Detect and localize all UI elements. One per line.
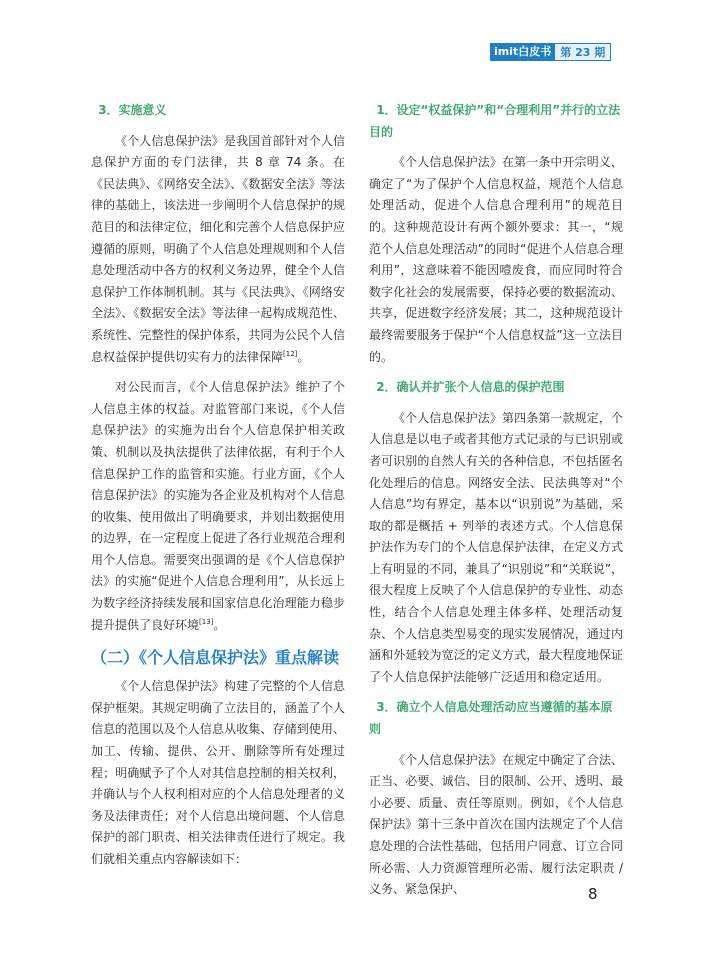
paragraph: 《个人信息保护法》在规定中确定了合法、正当、必要、诚信、目的限制、公开、透明、最小必要、质量、责任等原则。例如，《个人信息保护法》第十三条中首次在国内法规定了个人信息处理的合法性基础，包括用户同意、订立合同所必需、人力资源管理所必需、履行法定职责 / 义务、紧急保护、 <box>369 752 623 897</box>
publication-brand: imit白皮书 <box>490 43 555 61</box>
right-column <box>369 100 623 910</box>
subsection-heading: （二）《个人信息保护法》重点解读 <box>91 648 340 668</box>
section-heading: 1．设定“权益保护”和“合理利用”并行的立法目的 <box>369 103 621 139</box>
paragraph <box>91 377 345 636</box>
issue-number: 第 23 期 <box>555 43 611 61</box>
reference-mark: [13] <box>199 617 214 626</box>
paragraph: 《个人信息保护法》第四条第一款规定，个人信息是以电子或者其他方式记录的与已识别或者可识别的自然人有关的各种信息，不包括匿名化处理后的信息。网络安全法、民法典等对“个人信息”均有界定，基本以“识别说”为基础，采取的都是概括 + 列举的表述方式。个人信息保护法作为专门的个人信息保护法律，在定义方式上有明显的不同，兼具了“识别说”和“关联说”，很大程度上反映了个人信息保护的专业性、动态性，结合个人信息处理主体多样、处理活动复杂、个人信息类型易变的现实发展情况，通过内涵和外延较为宽泛的定义方式，最大程度地保证了个人信息保护法能够广泛适用和稳定适用。 <box>369 410 623 684</box>
publication-badge <box>490 43 611 61</box>
section-heading: 3．实施意义 <box>98 103 167 117</box>
paragraph-text: 《个人信息保护法》是我国首部针对个人信息保护方面的专门法律，共 8 章 74 条。在《民法典》、《网络安全法》、《数据安全法》等法律的基础上，该法进一步阐明个人信息保护的规范目的和法律定位，细化和完善个人信息保护应遵循的原则，明确了个人信息处理规则和个人信息处理活动中各方的权利义务边界，健全个人信息保护工作体制机制。其与《民法典》、《网络安全法》、《数据安全法》等法律一起构成规范性、系统性、完整性的保护体系，共同为公民个人信息权益保护提供切实有力的法律保障 <box>91 133 345 364</box>
section-heading: 3．确立个人信息处理活动应当遵循的基本原则 <box>369 700 613 737</box>
period: 。 <box>297 349 310 364</box>
section-heading: 2．确认并扩张个人信息的保护范围 <box>376 380 565 395</box>
page-number: 8 <box>588 885 598 903</box>
paragraph: 《个人信息保护法》在第一条中开宗明义，确定了“为了保护个人信息权益，规范个人信息处理活动，促进个人信息合理利用”的规范目的。这种规范设计有两个额外要求：其一，“规范个人信息处理活动”的同时“促进个人信息合理利用”，这意味着不能因噎废食，而应同时符合数字化社会的发展需要，保持必要的数据流动、共享，促进数字经济发展；其二，这种规范设计最终需要服务于保护“个人信息权益”这一立法目的。 <box>369 155 623 364</box>
paragraph: 《个人信息保护法》构建了完整的个人信息保护框架。其规定明确了立法目的，涵盖了个人信息的范围以及个人信息从收集、存储到使用、加工、传输、提供、公开、删除等所有处理过程；明确赋予了个人对其信息控制的相关权利，并确认与个人权利相对应的个人信息处理者的义务及法律责任；对个人信息出境问题、个人信息保护的部门职责、相关法律责任进行了规定。我们就相关重点内容解读如下： <box>91 679 345 866</box>
paragraph-text: 对公民而言，《个人信息保护法》维护了个人信息主体的权益。对监管部门来说，《个人信息保护法》的实施为出台个人信息保护相关政策、机制以及执法提供了法律依据，有利于个人信息保护工作的监管和实施。行业方面，《个人信息保护法》的实施为各企业及机构对个人信息的收集、使用做出了明确要求，并划出数据使用的边界，在一定程度上促进了各行业规范合理利用个人信息。需要突出强调的是《个人信息保护法》的实施“促进个人信息合理利用”，从长远上为数字经济持续发展和国家信息化治理能力稳步提升提供了良好环境 <box>91 380 345 632</box>
reference-mark: [12] <box>283 349 298 358</box>
paragraph <box>91 131 345 369</box>
left-column <box>91 100 345 880</box>
period: 。 <box>213 617 226 632</box>
